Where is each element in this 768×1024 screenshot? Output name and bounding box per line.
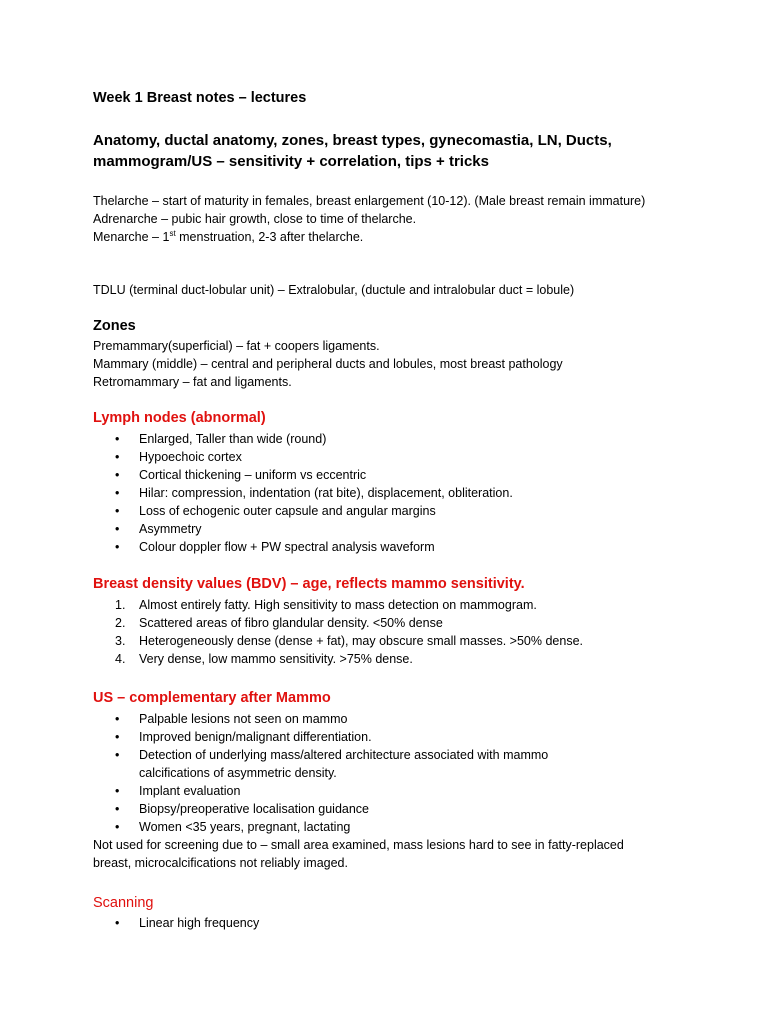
list-item-text: Heterogeneously dense (dense + fat), may obscure small masses. >50% dense.: [139, 634, 583, 648]
bullet-icon: •: [115, 540, 120, 554]
list-item: [93, 818, 668, 836]
list-item: [93, 914, 668, 932]
lymph-nodes-heading: Lymph nodes (abnormal): [93, 410, 266, 426]
list-number: 4.: [115, 652, 126, 666]
list-item: [93, 728, 668, 746]
list-item-text: Hypoechoic cortex: [139, 450, 242, 464]
intro-block: [93, 192, 668, 246]
list-item-text: Detection of underlying mass/altered architecture associated with mammo calcifications of asymmetric density.: [139, 748, 549, 780]
list-item-text: Almost entirely fatty. High sensitivity to mass detection on mammogram.: [139, 598, 537, 612]
list-item: [93, 800, 668, 818]
list-item: [93, 448, 668, 466]
document-title: Week 1 Breast notes – lectures: [93, 90, 307, 106]
list-number: 2.: [115, 616, 126, 630]
list-item-text: Colour doppler flow + PW spectral analysis waveform: [139, 540, 435, 554]
list-item-text: Biopsy/preoperative localisation guidance: [139, 802, 370, 816]
list-item: [93, 746, 668, 782]
list-item: [93, 466, 668, 484]
list-item: [93, 614, 668, 632]
bullet-icon: •: [115, 802, 120, 816]
list-item: [93, 520, 668, 538]
bullet-icon: •: [115, 784, 120, 798]
list-item: [93, 596, 668, 614]
thelarche-line: Thelarche – start of maturity in females, breast enlargement (10-12). (Male breast remain immature): [93, 194, 646, 208]
list-item-text: Very dense, low mammo sensitivity. >75% dense.: [139, 652, 413, 666]
list-item: [93, 632, 668, 650]
list-item-text: Loss of echogenic outer capsule and angular margins: [139, 504, 436, 518]
list-number: 1.: [115, 598, 126, 612]
adrenarche-line: Adrenarche – pubic hair growth, close to time of thelarche.: [93, 212, 417, 226]
zone-line: Premammary(superficial) – fat + coopers ligaments.: [93, 339, 380, 353]
us-heading: US – complementary after Mammo: [93, 690, 331, 706]
lymph-nodes-list: [93, 430, 668, 556]
us-screening-note: Not used for screening due to – small area examined, mass lesions hard to see in fatty-replaced breast, microcalcifications not reliably imaged.: [93, 838, 624, 870]
list-item-text: Implant evaluation: [139, 784, 241, 798]
bullet-icon: •: [115, 432, 120, 446]
bullet-icon: •: [115, 748, 120, 762]
document-subtitle: Anatomy, ductal anatomy, zones, breast types, gynecomastia, LN, Ducts, mammogram/US – sensitivity + correlation, tips + tricks: [93, 132, 612, 170]
us-list: [93, 710, 668, 836]
list-item: [93, 710, 668, 728]
list-item-text: Enlarged, Taller than wide (round): [139, 432, 327, 446]
list-item-text: Linear high frequency: [139, 916, 260, 930]
bullet-icon: •: [115, 712, 120, 726]
bullet-icon: •: [115, 730, 120, 744]
list-item: [93, 502, 668, 520]
bullet-icon: •: [115, 522, 120, 536]
bullet-icon: •: [115, 820, 120, 834]
list-item: [93, 430, 668, 448]
zones-heading: Zones: [93, 318, 136, 334]
list-item-text: Palpable lesions not seen on mammo: [139, 712, 348, 726]
zone-line: Retromammary – fat and ligaments.: [93, 375, 292, 389]
list-item-text: Women <35 years, pregnant, lactating: [139, 820, 351, 834]
bullet-icon: •: [115, 486, 120, 500]
menarche-text: Menarche – 1: [93, 230, 170, 244]
list-item-text: Scattered areas of fibro glandular density. <50% dense: [139, 616, 443, 630]
zone-line: Mammary (middle) – central and peripheral ducts and lobules, most breast pathology: [93, 357, 563, 371]
list-item-text: Asymmetry: [139, 522, 202, 536]
list-item: [93, 484, 668, 502]
menarche-text-rest: menstruation, 2-3 after thelarche.: [175, 230, 364, 244]
menarche-superscript: st: [169, 228, 176, 238]
list-number: 3.: [115, 634, 126, 648]
list-item: [93, 782, 668, 800]
bullet-icon: •: [115, 504, 120, 518]
breast-density-heading: Breast density values (BDV) – age, reflects mammo sensitivity.: [93, 576, 525, 592]
zones-block: [93, 337, 668, 391]
scanning-list: [93, 914, 668, 932]
scanning-heading: Scanning: [93, 895, 154, 911]
breast-density-list: [93, 596, 668, 668]
list-item: [93, 538, 668, 556]
list-item: [93, 650, 668, 668]
bullet-icon: •: [115, 450, 120, 464]
bullet-icon: •: [115, 916, 120, 930]
menarche-line: [93, 228, 668, 246]
list-item-text: Cortical thickening – uniform vs eccentric: [139, 468, 367, 482]
list-item-text: Improved benign/malignant differentiation.: [139, 730, 372, 744]
bullet-icon: •: [115, 468, 120, 482]
list-item-text: Hilar: compression, indentation (rat bite), displacement, obliteration.: [139, 486, 513, 500]
tdlu-line: TDLU (terminal duct-lobular unit) – Extralobular, (ductule and intralobular duct = lobule): [93, 283, 575, 297]
